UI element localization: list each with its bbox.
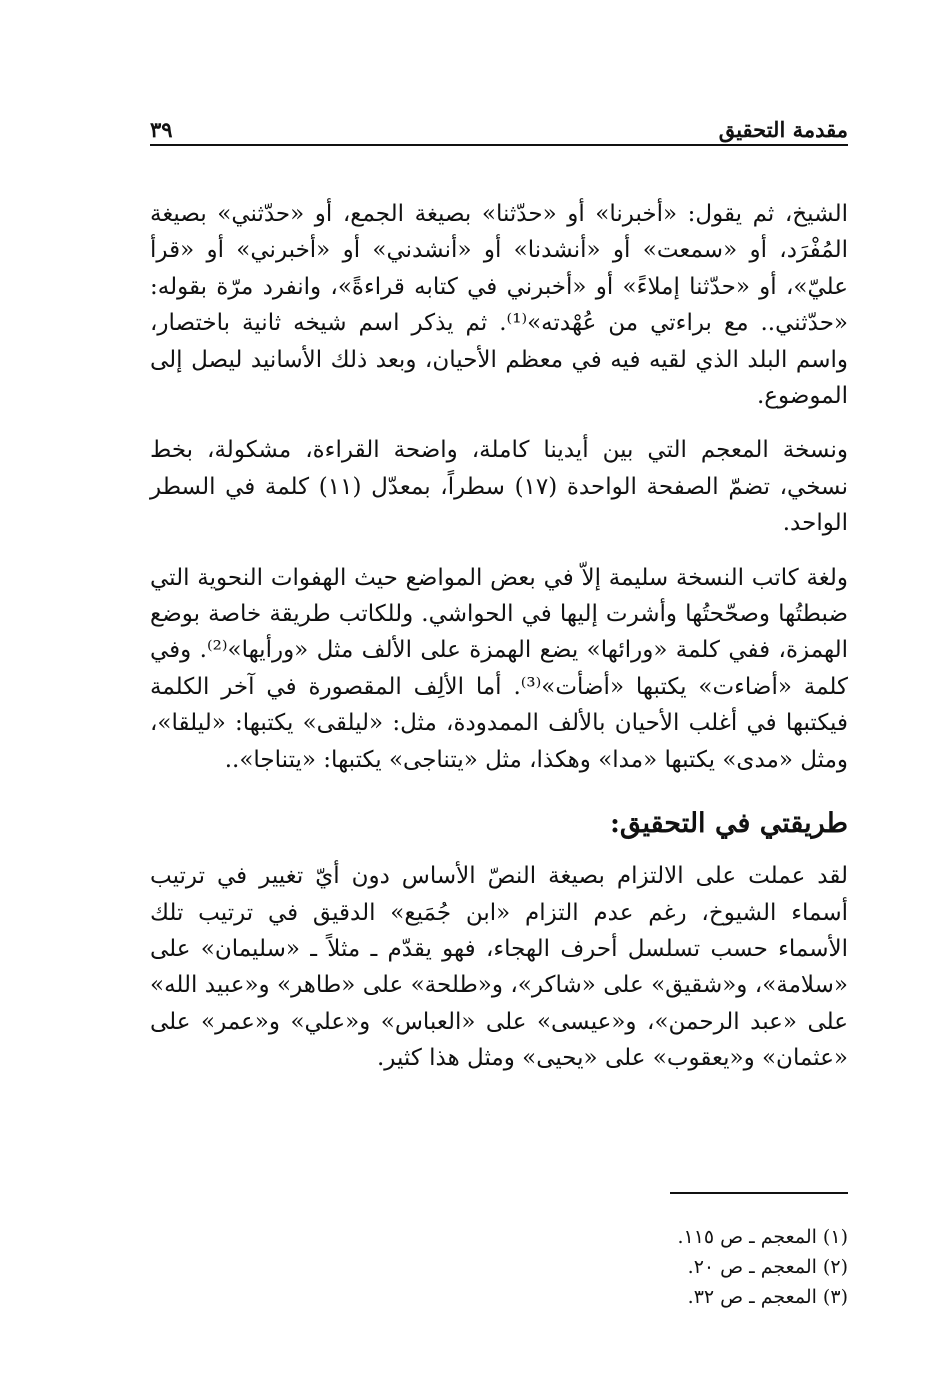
page-number: ٣٩: [150, 117, 173, 142]
section-paragraph: لقد عملت على الالتزام بصيغة النصّ الأساس دون أيّ تغيير في ترتيب أسماء الشيوخ، رغم عدم التزام «ابن جُمَيع» الدقيق في ترتيب تلك الأسماء حسب تسلسل أحرف الهجاء، فهو يقدّم ـ مثلاً ـ «سليمان» على «سلامة»، و«شقيق» على «شاكر»، و«طلحة» على «طاهر» و«عبيد الله» على «عبد الرحمن»، و«عيسى» على «العباس» و«علي» و«عمر» على «عثمان» و«يعقوب» على «يحيى» ومثل هذا كثير.: [150, 863, 848, 1072]
footnote: (١) المعجم ـ ص ١١٥.: [677, 1226, 848, 1248]
paragraph: الشيخ، ثم يقول: «أخبرنا» أو «حدّثنا» بصيغة الجمع، أو «حدّثني» بصيغة المُفْرَد، أو «سمعت» أو «أنشدنا» أو «أنشدني» أو «أخبرني» أو «قرأ عليّ»، أو «حدّثنا إملاءً» أو «أخبرني في كتابه قراءةً»، وانفرد مرّة بقوله: «حدّثني.. مع براءتي من عُهْدته»⁽¹⁾. ثم يذكر اسم شيخه ثانية باختصار، واسم البلد الذي لقيه فيه في معظم الأحيان، وبعد ذلك الأسانيد ليصل إلى الموضوع.: [150, 201, 848, 410]
footnote: (٢) المعجم ـ ص ٢٠.: [687, 1256, 848, 1278]
footnotes-list: [150, 1222, 848, 1312]
footnote: (٣) المعجم ـ ص ٣٢.: [687, 1286, 848, 1308]
footnote-divider: [670, 1192, 848, 1194]
main-text: [150, 196, 848, 1077]
section-heading: طريقتي في التحقيق:: [609, 808, 848, 840]
header-divider: [150, 144, 848, 146]
running-header: [150, 112, 848, 142]
document-page: [150, 0, 848, 1388]
paragraph: ونسخة المعجم التي بين أيدينا كاملة، واضحة القراءة، مشكولة، بخط نسخي، تضمّ الصفحة الواحدة (١٧) سطراً، بمعدّل (١١) كلمة في السطر الواحد.: [150, 437, 848, 537]
paragraph: ولغة كاتب النسخة سليمة إلاّ في بعض المواضع حيث الهفوات النحوية التي ضبطتُها وصحّحتُها وأشرت إليها في الحواشي. وللكاتب طريقة خاصة بوضع الهمزة، ففي كلمة «ورائها» يضع الهمزة على الألف مثل «ورأيها»⁽²⁾. وفي كلمة «أضاءت» يكتبها «أضأت»⁽³⁾. أما الألِف المقصورة في آخر الكلمة فيكتبها في أغلب الأحيان بالألف الممدودة، مثل: «ليلقى» يكتبها: «ليلقا»، ومثل «مدى» يكتبها «مدا» وهكذا، مثل «يتناجى» يكتبها: «يتناجا»..: [150, 564, 848, 773]
header-title: مقدمة التحقيق: [718, 117, 848, 142]
